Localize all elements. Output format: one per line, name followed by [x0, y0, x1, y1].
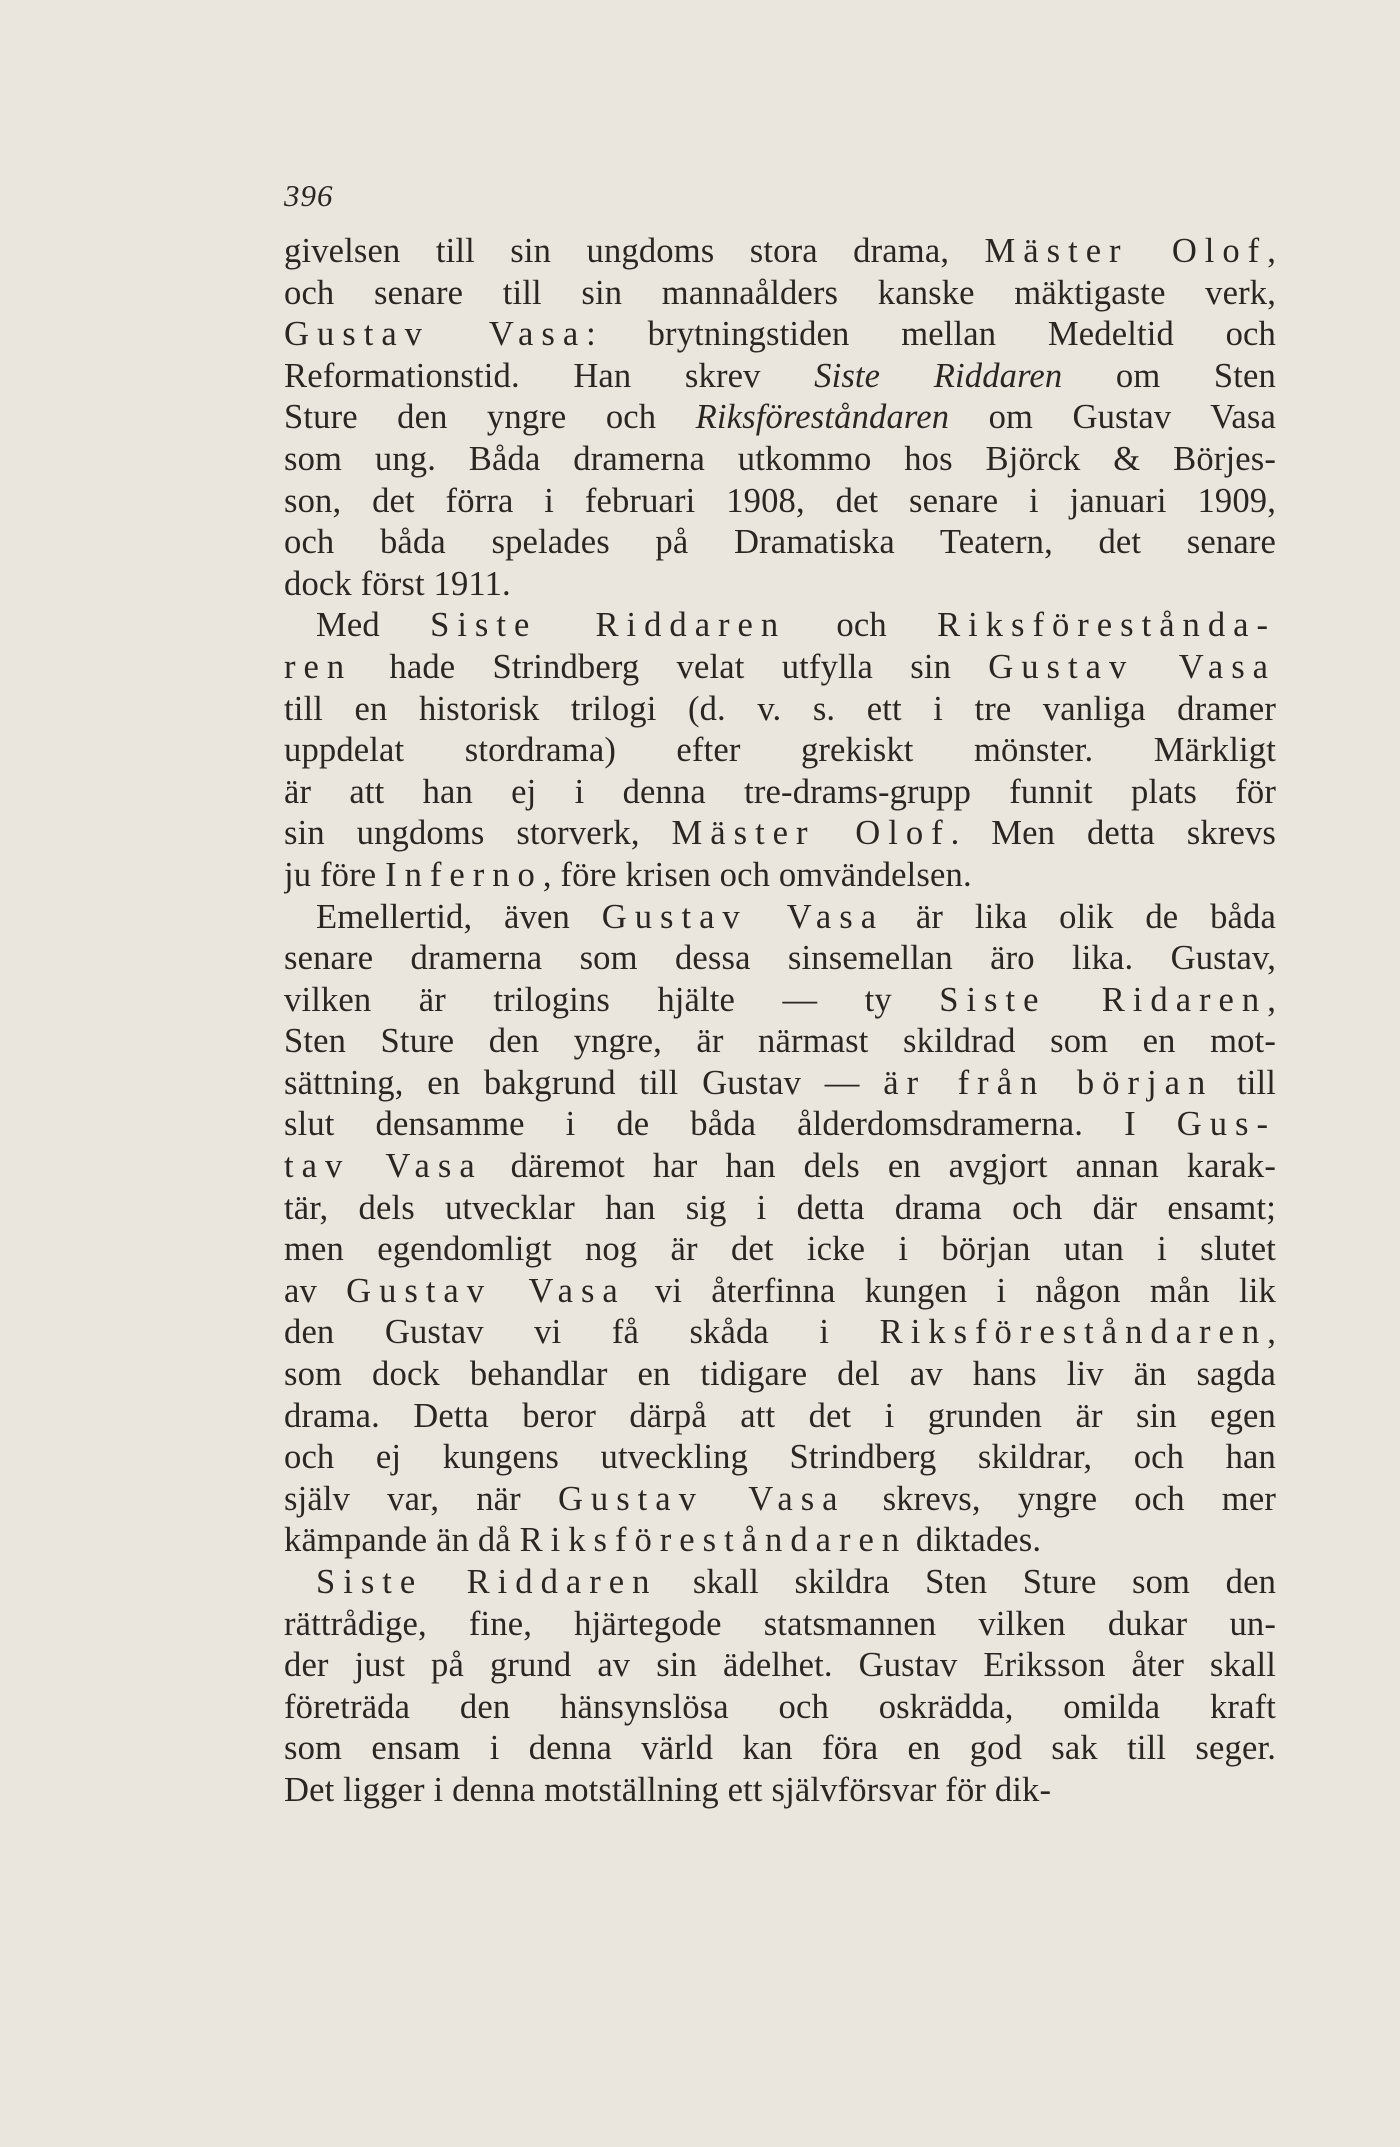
text-run: om Sten — [1062, 356, 1276, 395]
text-run: till en historisk trilogi (d. v. s. ett i tre vanliga dramer — [284, 689, 1276, 728]
text-line — [284, 1396, 1276, 1438]
text-line — [284, 813, 1276, 855]
text-line — [284, 397, 1276, 439]
body-text — [284, 231, 1276, 1812]
text-line — [284, 564, 1276, 606]
text-line — [284, 1312, 1276, 1354]
text-run: slut densamme i de båda ålderdomsdramerna. I — [284, 1105, 1177, 1144]
text-run: däremot har han dels en avgjort annan karak- — [482, 1147, 1276, 1186]
text-run: Med — [316, 606, 431, 645]
text-line — [284, 1437, 1276, 1479]
italic-title: Riksföreståndaren — [695, 398, 950, 437]
text-line — [284, 273, 1276, 315]
text-line — [284, 439, 1276, 481]
spaced-title: Siste Ridaren — [939, 980, 1268, 1019]
spaced-title: Gustav Vasa — [346, 1271, 626, 1310]
text-run: senare dramerna som dessa sinsemellan äro lika. Gustav, — [284, 939, 1276, 978]
text-run: skrevs, yngre och mer — [845, 1479, 1276, 1518]
text-line — [284, 855, 1276, 897]
text-run: och — [786, 606, 938, 645]
text-line — [284, 1604, 1276, 1646]
text-run: av — [284, 1271, 347, 1310]
text-run: är lika olik de båda — [884, 897, 1276, 936]
text-line — [284, 1188, 1276, 1230]
text-line — [284, 1520, 1276, 1562]
text-line — [284, 1687, 1276, 1729]
text-line — [284, 231, 1276, 273]
text-run: son, det förra i februari 1908, det senare i januari 1909, — [284, 481, 1276, 520]
text-line — [284, 314, 1276, 356]
text-run: diktades. — [907, 1521, 1042, 1560]
text-line — [284, 730, 1276, 772]
text-line — [284, 605, 1276, 647]
spaced-title: Riksföreståndaren — [519, 1521, 908, 1560]
text-run: skall skildra Sten Sture som den — [657, 1563, 1276, 1601]
spaced-title: ren — [284, 647, 353, 686]
text-run: Det ligger i denna motställning ett självförsvar för dik- — [284, 1770, 1052, 1809]
text-run: : brytningstiden mellan Medeltid och — [586, 315, 1276, 354]
text-line — [284, 1728, 1276, 1770]
text-line — [284, 481, 1276, 523]
text-line — [284, 1562, 1276, 1604]
spaced-title: tav Vasa — [284, 1147, 483, 1186]
text-run: givelsen till sin ungdoms stora drama, — [284, 232, 985, 270]
text-run: är att han ej i denna tre-drams-grupp funnit plats för — [284, 772, 1276, 811]
text-run: själv var, när — [284, 1479, 558, 1518]
spaced-title: Siste Riddaren — [316, 1563, 658, 1601]
page-number: 396 — [284, 178, 334, 213]
text-line — [284, 647, 1276, 689]
text-run: sin ungdoms storverk, — [284, 814, 672, 853]
text-run: der just på grund av sin ädelhet. Gustav Eriksson åter skall — [284, 1646, 1276, 1685]
text-run: företräda den hänsynslösa och oskrädda, omilda kraft — [284, 1687, 1276, 1726]
text-line — [284, 1479, 1276, 1521]
spaced-title: Mäster Olof — [671, 814, 951, 853]
text-line — [284, 1021, 1276, 1063]
text-line — [284, 1770, 1276, 1812]
text-run: drama. Detta beror därpå att det i grunden är sin egen — [284, 1396, 1276, 1435]
text-run: hade Strindberg velat utfylla sin — [352, 647, 989, 686]
text-run: vi återfinna kungen i någon mån lik — [625, 1271, 1276, 1310]
text-run: Emellertid, även — [316, 897, 602, 936]
text-run: , — [1267, 980, 1276, 1019]
text-run: men egendomligt nog är det icke i början utan i slutet — [284, 1230, 1276, 1269]
spaced-title: Gustav Vasa — [601, 897, 885, 936]
text-line — [284, 1146, 1276, 1188]
text-line — [284, 1229, 1276, 1271]
text-run: uppdelat stordrama) efter grekiskt mönster. Märkligt — [284, 731, 1276, 770]
text-line — [284, 522, 1276, 564]
text-run: , före krisen och omvändelsen. — [542, 855, 972, 894]
text-line — [284, 1354, 1276, 1396]
text-run: . Men detta skrevs — [950, 814, 1276, 853]
text-run: rättrådige, fine, hjärtegode statsmannen vilken dukar un- — [284, 1604, 1276, 1643]
spaced-title: Siste Riddaren — [430, 606, 787, 645]
text-run: Sture den yngre och — [284, 398, 696, 437]
text-line — [284, 356, 1276, 398]
text-run: den Gustav vi få skåda i — [284, 1313, 880, 1352]
spaced-title: Riksförestånda- — [937, 606, 1276, 645]
text-run: som dock behandlar en tidigare del av hans liv än sagda — [284, 1355, 1276, 1394]
spaced-title: Riksföreståndaren — [879, 1313, 1268, 1352]
spaced-title: Gustav Vasa — [988, 647, 1276, 686]
text-run: Sten Sture den yngre, är närmast skildrad som en mot- — [284, 1022, 1276, 1061]
text-line — [284, 1063, 1276, 1105]
text-line — [284, 1104, 1276, 1146]
text-run: och senare till sin mannaålders kanske mäktigaste verk, — [284, 273, 1276, 312]
text-run: som ung. Båda dramerna utkommo hos Björck & Börjes- — [284, 439, 1276, 478]
text-run: sättning, en bakgrund till Gustav — — [284, 1063, 884, 1102]
italic-title: Siste Riddaren — [814, 356, 1063, 395]
text-run: om Gustav Vasa — [949, 398, 1276, 437]
text-line — [284, 772, 1276, 814]
spaced-title: Gus- — [1176, 1105, 1276, 1144]
text-line — [284, 1271, 1276, 1313]
spaced-title: Gustav Vasa — [284, 315, 587, 354]
spaced-title: Mäster Olof — [984, 232, 1268, 270]
spaced-title: Inferno — [385, 855, 543, 894]
text-run: tär, dels utvecklar han sig i detta drama och där ensamt; — [284, 1188, 1276, 1227]
text-run: kämpande än då — [284, 1521, 520, 1560]
text-run: och båda spelades på Dramatiska Teatern, det senare — [284, 523, 1276, 562]
spaced-title: Gustav Vasa — [557, 1479, 846, 1518]
text-line — [284, 1645, 1276, 1687]
text-run: ju före — [284, 855, 386, 894]
spaced-title: är från början — [883, 1063, 1214, 1102]
text-line — [284, 689, 1276, 731]
text-run: och ej kungens utveckling Strindberg skildrar, och han — [284, 1438, 1276, 1477]
text-run: som ensam i denna värld kan föra en god sak till seger. — [284, 1729, 1276, 1768]
text-line — [284, 980, 1276, 1022]
text-run: dock först 1911. — [284, 564, 511, 603]
text-run: till — [1213, 1063, 1276, 1102]
text-run: vilken är trilogins hjälte — ty — [284, 980, 940, 1019]
text-line — [284, 938, 1276, 980]
text-run: , — [1267, 232, 1276, 270]
text-run: Reformationstid. Han skrev — [284, 356, 815, 395]
text-run: , — [1267, 1313, 1276, 1352]
text-line — [284, 897, 1276, 939]
